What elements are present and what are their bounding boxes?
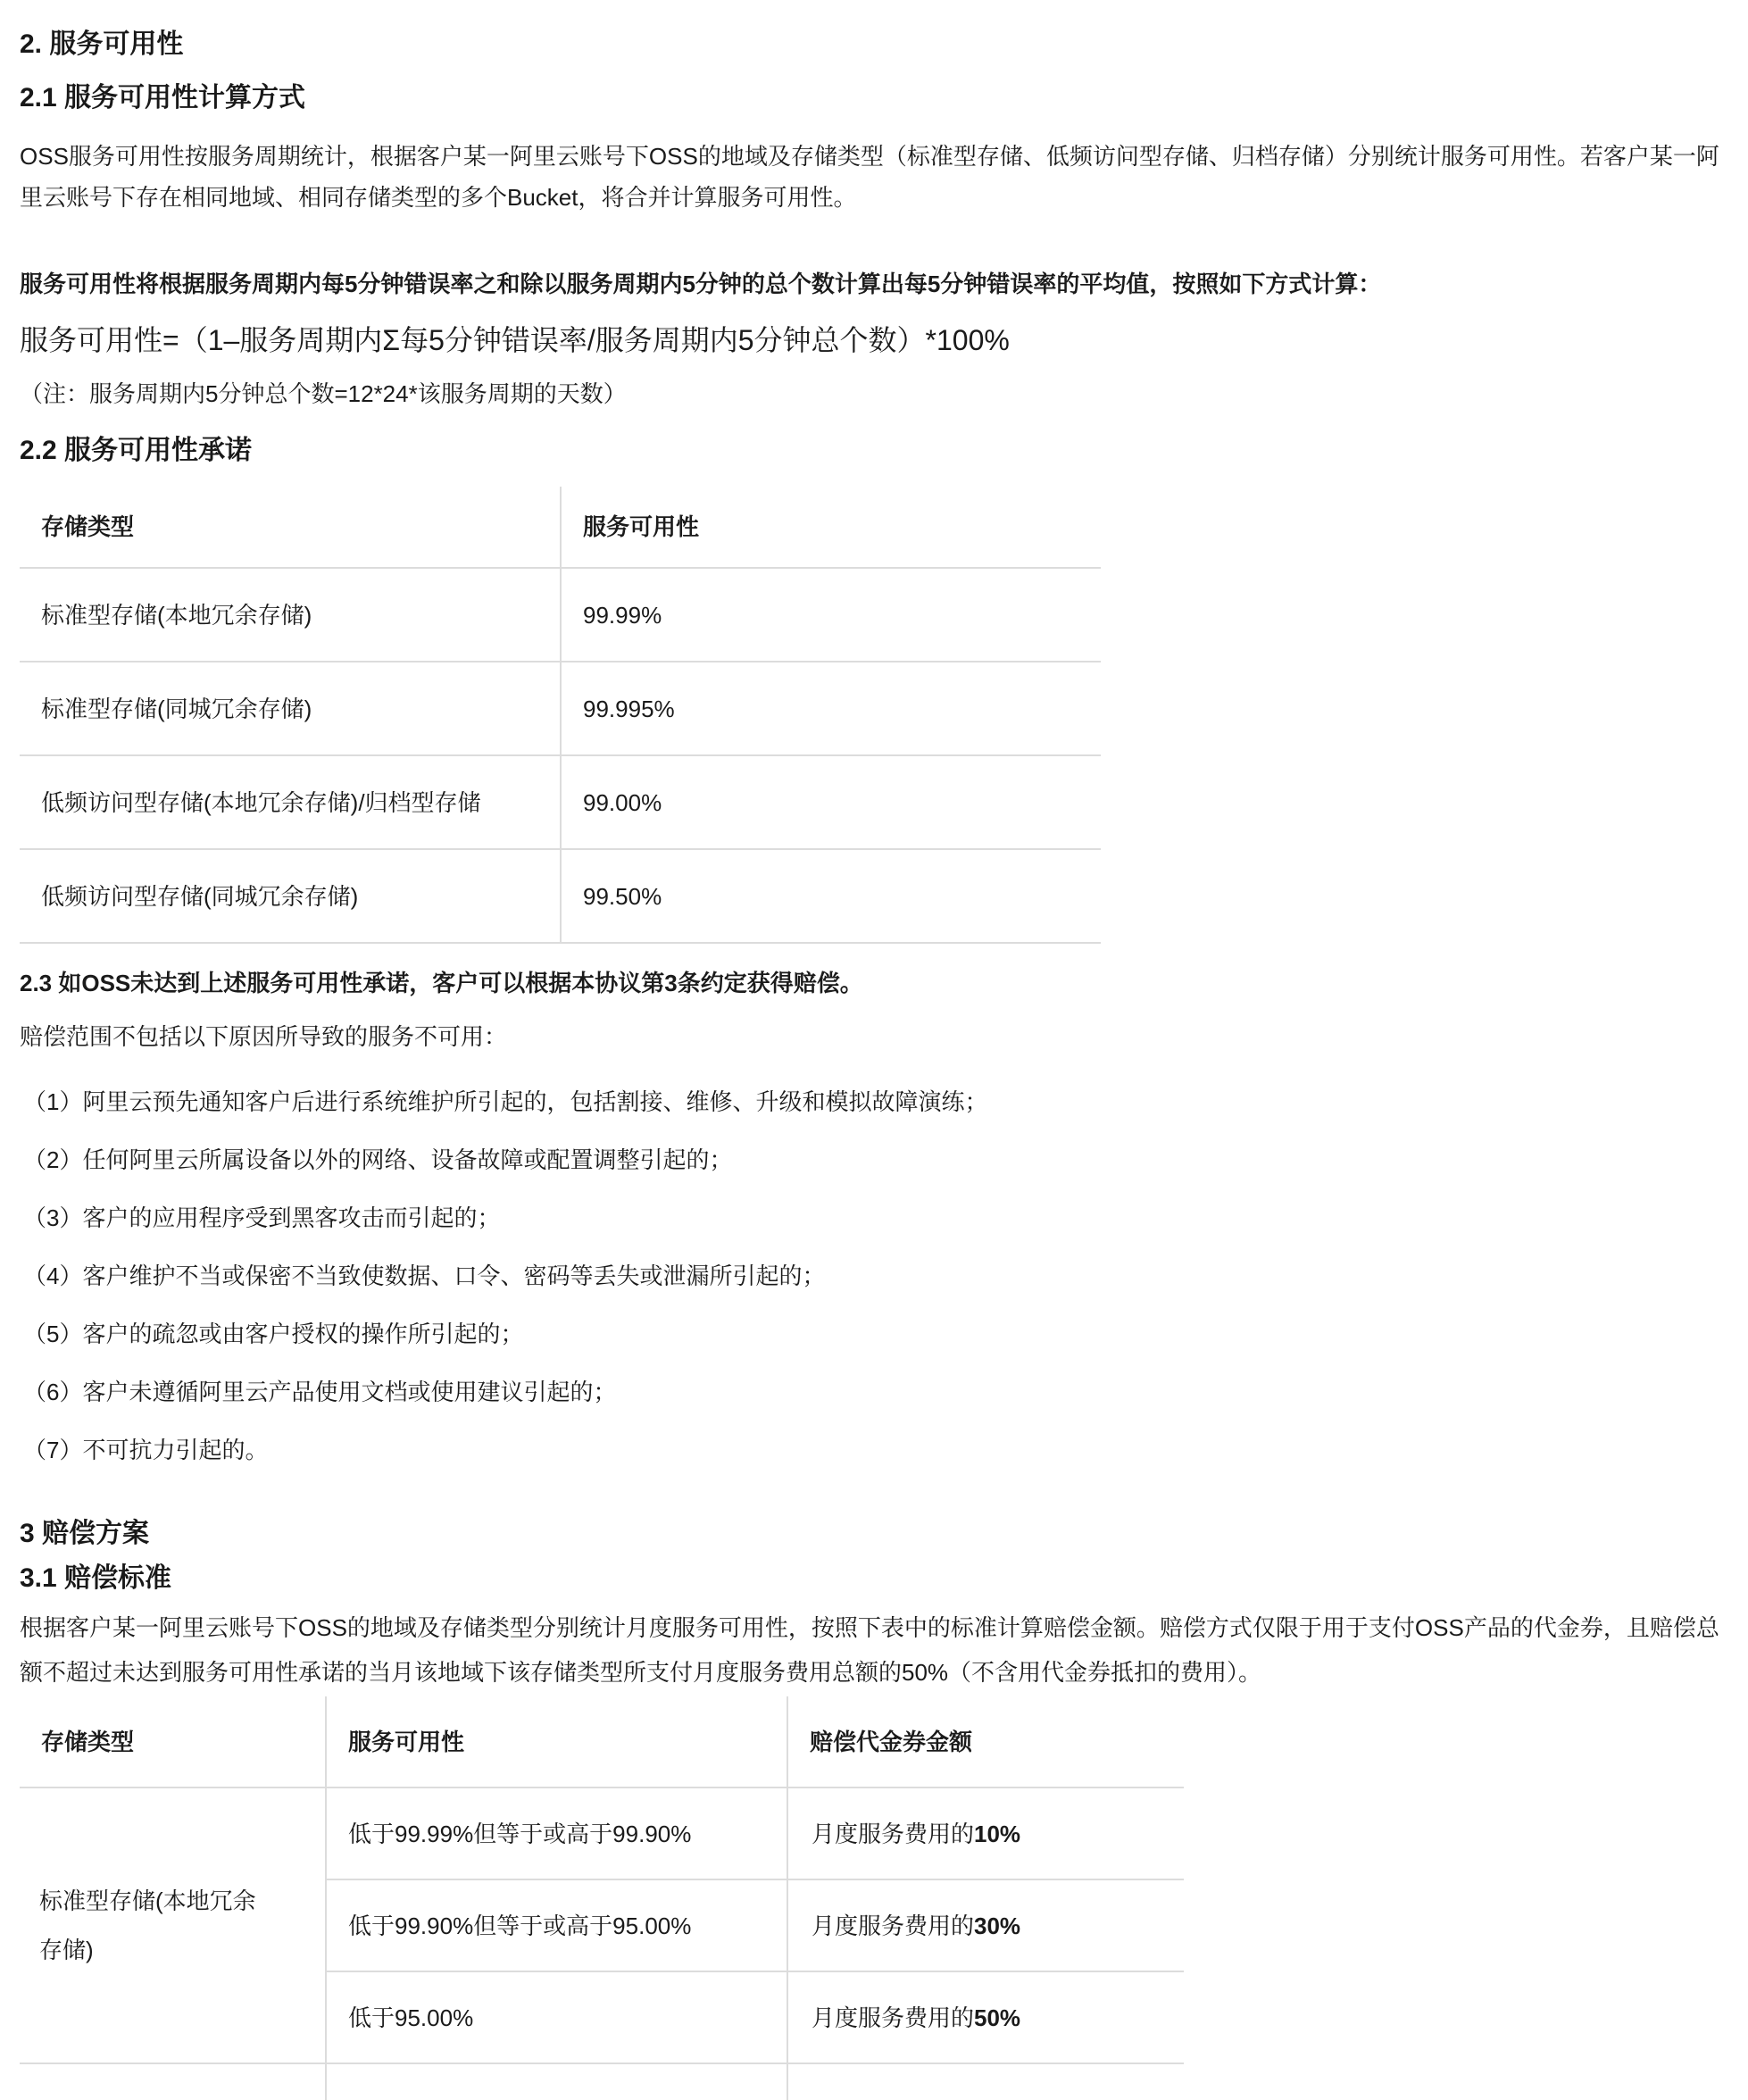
para-compensation-standard: 根据客户某一阿里云账号下OSS的地域及存储类型分别统计月度服务可用性，按照下表中的标准计算赔偿金额。赔偿方式仅限于用于支付OSS产品的代金券，且赔偿总额不超过未达到服务可用性承诺的当月该地域下该存储类型所支付月度服务费用总额的50%（不含用代金券抵扣的费用）。 [20, 1614, 1719, 1686]
storage-type-cell: 低频访问型存储(同城冗余存储) [20, 849, 561, 943]
compensation-header-storage-type: 存储类型 [20, 1696, 326, 1788]
exclusion-item-4: （4）客户维护不当或保密不当致使数据、口令、密码等丢失或泄漏所引起的； [23, 1262, 826, 1289]
storage-type-cell: 标准型存储(本地冗余存储) [20, 568, 561, 662]
heading-2-1: 2.1 服务可用性计算方式 [20, 83, 306, 112]
fee-percent: 50% [974, 2004, 1021, 2031]
availability-range-cell: 低于99.90%但等于或高于95.00% [326, 1879, 787, 1971]
voucher-amount-cell [787, 1971, 1184, 2063]
table-row-cutoff [20, 2063, 1184, 2100]
heading-3-1: 3.1 赔偿标准 [20, 1563, 172, 1593]
fee-prefix: 月度服务费用的 [812, 1820, 975, 1847]
storage-type-cell: 标准型存储(同城冗余存储) [20, 662, 561, 755]
availability-table-header-row [20, 487, 1101, 568]
availability-range-cell: 低于95.00% [326, 1971, 787, 2063]
heading-section-2: 2. 服务可用性 [20, 29, 184, 59]
table-row [20, 755, 1101, 849]
table-row [20, 849, 1101, 943]
availability-value-cell: 99.50% [561, 849, 1101, 943]
exclusion-item-5: （5）客户的疏忽或由客户授权的操作所引起的； [23, 1321, 524, 1347]
storage-type-cell: 低频访问型存储(本地冗余存储)/归档型存储 [20, 755, 561, 849]
compensation-header-voucher: 赔偿代金券金额 [787, 1696, 1184, 1788]
voucher-amount-cell [787, 1879, 1184, 1971]
exclusion-item-3: （3）客户的应用程序受到黑客攻击而引起的； [23, 1204, 501, 1231]
availability-range-cell: 低于99.99%但等于或高于99.90% [326, 1788, 787, 1879]
exclusion-item-6: （6）客户未遵循阿里云产品使用文档或使用建议引起的； [23, 1379, 617, 1405]
heading-2-3: 2.3 如OSS未达到上述服务可用性承诺，客户可以根据本协议第3条约定获得赔偿。 [20, 970, 863, 996]
availability-value-cell: 99.00% [561, 755, 1101, 849]
compensation-table-header-row [20, 1696, 1184, 1788]
heading-section-3: 3 赔偿方案 [20, 1519, 150, 1548]
availability-table [20, 487, 1101, 944]
availability-header-availability: 服务可用性 [561, 487, 1101, 568]
formula-note: （注：服务周期内5分钟总个数=12*24*该服务周期的天数） [20, 380, 627, 407]
fee-percent: 30% [974, 1912, 1021, 1939]
availability-value-cell: 99.995% [561, 662, 1101, 755]
exclusion-item-7: （7）不可抗力引起的。 [23, 1437, 269, 1463]
availability-value-cell: 99.99% [561, 568, 1101, 662]
para-exclusion-scope: 赔偿范围不包括以下原因所导致的服务不可用： [20, 1023, 508, 1050]
table-row [20, 1788, 1184, 1879]
cutoff-cell [326, 2063, 787, 2100]
compensation-table [20, 1696, 1184, 2100]
voucher-amount-cell [787, 1788, 1184, 1879]
fee-prefix: 月度服务费用的 [812, 2004, 975, 2031]
storage-type-group-cell: 标准型存储(本地冗余存储) [20, 1788, 326, 2063]
para-availability-statistics: OSS服务可用性按服务周期统计，根据客户某一阿里云账号下OSS的地域及存储类型（标准型存储、低频访问型存储、归档存储）分别统计服务可用性。若客户某一阿里云账号下存在相同地域、相同存储类型的多个Bucket，将合并计算服务可用性。 [20, 143, 1719, 211]
para-calculation-intro: 服务可用性将根据服务周期内每5分钟错误率之和除以服务周期内5分钟的总个数计算出每5分钟错误率的平均值，按照如下方式计算： [20, 271, 1382, 297]
exclusion-item-2: （2）任何阿里云所属设备以外的网络、设备故障或配置调整引起的； [23, 1146, 733, 1173]
exclusion-item-1: （1）阿里云预先通知客户后进行系统维护所引起的，包括割接、维修、升级和模拟故障演练； [23, 1088, 988, 1115]
compensation-header-availability: 服务可用性 [326, 1696, 787, 1788]
heading-2-2: 2.2 服务可用性承诺 [20, 436, 253, 465]
availability-formula: 服务可用性=（1–服务周期内Σ每5分钟错误率/服务周期内5分钟总个数）*100% [20, 324, 1010, 356]
cutoff-cell [787, 2063, 1184, 2100]
fee-percent: 10% [974, 1820, 1021, 1847]
table-row [20, 568, 1101, 662]
availability-header-storage-type: 存储类型 [20, 487, 561, 568]
cutoff-cell [20, 2063, 326, 2100]
table-row [20, 662, 1101, 755]
fee-prefix: 月度服务费用的 [812, 1912, 975, 1939]
